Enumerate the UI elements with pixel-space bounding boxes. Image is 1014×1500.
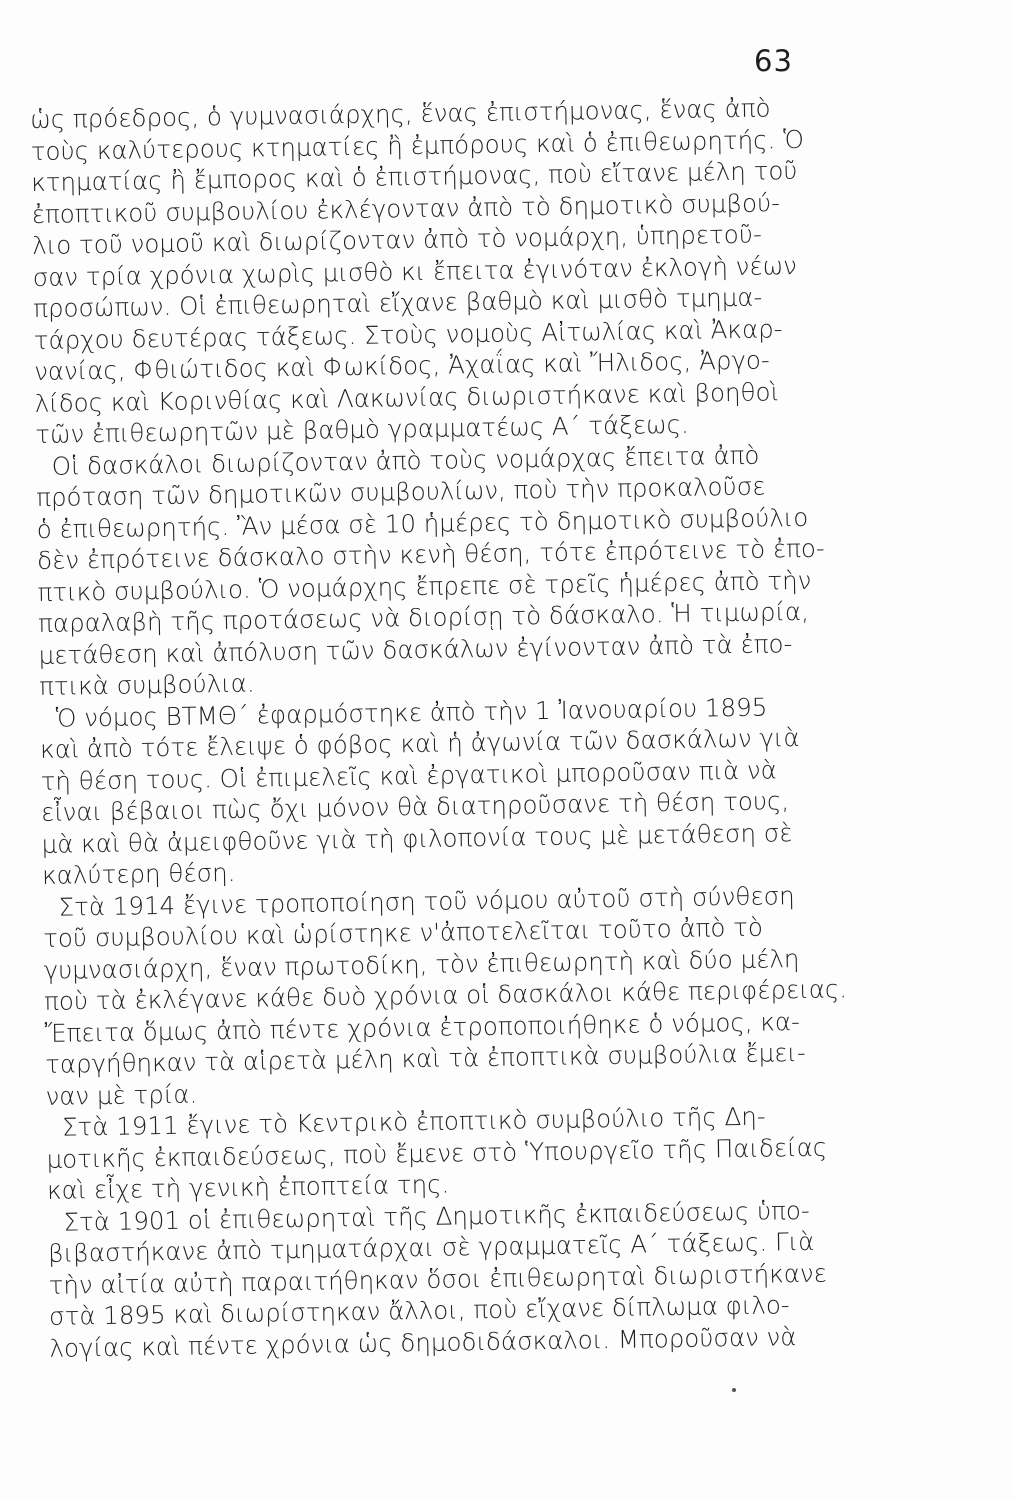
text-line: στὰ 1895 καὶ διωρίστηκαν ἄλλοι, ποὺ εἴχανε δίπλωμα φιλο- — [48, 1290, 790, 1331]
text-line: λίδος καὶ Κορινθίας καὶ Λακωνίας διωριστήκανε καὶ βοηθοὶ — [34, 376, 780, 418]
text-line: ταργήθηκαν τὰ αἱρετὰ μέλη καὶ τὰ ἐποπτικὰ συμβούλια ἔμει- — [44, 1037, 806, 1079]
text-line: τοῦ συμβουλίου καὶ ὡρίστηκε ν'ἀποτελεῖται τοῦτο ἀπὸ τὸ — [42, 912, 764, 953]
text-line: σαν τρία χρόνια χωρὶς μισθὸ κι ἔπειτα ἐγινόταν ἐκλογὴ νέων — [32, 250, 798, 292]
text-line: λιο τοῦ νομοῦ καὶ διωρίζονταν ἀπὸ τὸ νομάρχη, ὑπηρετοῦ- — [31, 219, 763, 260]
text-line: μοτικῆς ἐκπαιδεύσεως, ποὺ ἔμενε στὸ Ὑπουργεῖο τῆς Παιδείας — [46, 1132, 828, 1174]
text-line: πτικὸ συμβούλιο. Ὁ νομάρχης ἔπρεπε σὲ τρεῖς ἡμέρες ἀπὸ τὴν — [37, 565, 812, 607]
text-line: τῶν ἐπιθεωρητῶν μὲ βαθμὸ γραμματέως Α΄ τάξεως. — [34, 409, 689, 449]
page-number: 63 — [754, 44, 793, 78]
text-line: λογίας καὶ πέντε χρόνια ὡς δημοδιδάσκαλοι. Μποροῦσαν νὰ — [49, 1321, 797, 1363]
text-line: ναν μὲ τρία. — [45, 1078, 198, 1111]
text-line: καὶ ἀπὸ τότε ἔλειψε ὁ φόβος καὶ ἡ ἀγωνία τῶν δασκάλων γιὰ — [39, 722, 800, 764]
text-line: μὰ καὶ θὰ ἀμειφθοῦνε γιὰ τὴ φιλοπονία τους μὲ μετάθεση σὲ — [41, 817, 793, 859]
text-line: δὲν ἐπρότεινε δάσκαλο στὴν κενὴ θέση, τότε ἐπρότεινε τὸ ἐπο- — [36, 533, 825, 575]
text-line: μετάθεση καὶ ἀπόλυση τῶν δασκάλων ἐγίνονταν ἀπὸ τὰ ἐπο- — [38, 628, 793, 670]
paragraph-start-line: Ὁ νόμος ΒΤΜΘ΄ ἐφαρμόστηκε ἀπὸ τὴν 1 Ἰανουαρίου 1895 — [55, 691, 768, 733]
text-line: γυμνασιάρχη, ἕναν πρωτοδίκη, τὸν ἐπιθεωρητὴ καὶ δύο μέλη — [43, 943, 800, 985]
text-line: Ἔπειτα ὅμως ἀπὸ πέντε χρόνια ἐτροποποιήθηκε ὁ νόμος, κα- — [44, 1006, 801, 1048]
text-line: εἶναι βέβαιοι πὼς ὄχι μόνον θὰ διατηροῦσανε τὴ θέση τους, — [40, 786, 790, 827]
scan-speck — [732, 1388, 736, 1392]
text-line: καὶ εἶχε τὴ γενικὴ ἐποπτεία της. — [46, 1169, 450, 1205]
text-line: ποὺ τὰ ἐκλέγανε κάθε δυὸ χρόνια οἱ δασκάλοι κάθε περιφέρειας. — [43, 974, 848, 1016]
text-line: καλύτερη θέση. — [41, 857, 236, 890]
text-line: τάρχου δευτέρας τάξεως. Στοὺς νομοὺς Αἰτωλίας καὶ Ἀκαρ- — [33, 313, 783, 355]
text-line: τὴ θέση τους. Οἱ ἐπιμελεῖς καὶ ἐργατικοὶ μποροῦσαν πιὰ νὰ — [40, 754, 777, 796]
paragraph-start-line: Στὰ 1901 οἱ ἐπιθεωρηταὶ τῆς Δημοτικῆς ἐκπαιδεύσεως ὑπο- — [63, 1195, 810, 1237]
text-line: παραλαβὴ τῆς προτάσεως νὰ διορίσῃ τὸ δάσκαλο. Ἡ τιμωρία, — [37, 596, 810, 638]
paragraph-start-line: Στὰ 1914 ἔγινε τροποποίηση τοῦ νόμου αὐτοῦ στὴ σύνθεση — [58, 880, 795, 922]
text-line: νανίας, Φθιώτιδος καὶ Φωκίδος, Ἀχαΐας καὶ Ἤλιδος, Ἀργο- — [33, 345, 770, 386]
text-line: κτηματίας ἢ ἔμπορος καὶ ὁ ἐπιστήμονας, ποὺ εἴτανε μέλη τοῦ — [31, 155, 798, 197]
text-line: βιβαστήκανε ἀπὸ τμηματάρχαι σὲ γραμματεῖς Α΄ τάξεως. Γιὰ — [47, 1226, 815, 1268]
text-line: τοὺς καλύτερους κτηματίες ἢ ἐμπόρους καὶ ὁ ἐπιθεωρητής. Ὁ — [30, 124, 805, 166]
text-line: τὴν αἰτία αὐτὴ παραιτήθηκαν ὅσοι ἐπιθεωρηταὶ διωριστήκανε — [48, 1258, 828, 1300]
body-text — [30, 91, 880, 1364]
text-line: πρόταση τῶν δημοτικῶν συμβουλίων, ποὺ τὴν προκαλοῦσε — [35, 471, 766, 512]
text-line: πτικὰ συμβούλια. — [38, 668, 255, 701]
text-line: ὁ ἐπιθεωρητής. Ἂν μέσα σὲ 10 ἡμέρες τὸ δημοτικὸ συμβούλιο — [36, 502, 809, 544]
paragraph-start-line: Στὰ 1911 ἔγινε τὸ Κεντρικὸ ἐποπτικὸ συμβούλιο τῆς Δη- — [61, 1101, 766, 1142]
text-line: ἐποπτικοῦ συμβουλίου ἐκλέγονταν ἀπὸ τὸ δημοτικὸ συμβού- — [31, 187, 781, 229]
text-line: ὡς πρόεδρος, ὁ γυμνασιάρχης, ἕνας ἐπιστήμονας, ἕνας ἀπὸ — [30, 93, 771, 134]
text-line: προσώπων. Οἱ ἐπιθεωρηταὶ εἴχανε βαθμὸ καὶ μισθὸ τμημα- — [32, 282, 763, 323]
paragraph-start-line: Οἱ δασκάλοι διωρίζονταν ἀπὸ τοὺς νομάρχας ἔπειτα ἀπὸ — [51, 440, 760, 481]
